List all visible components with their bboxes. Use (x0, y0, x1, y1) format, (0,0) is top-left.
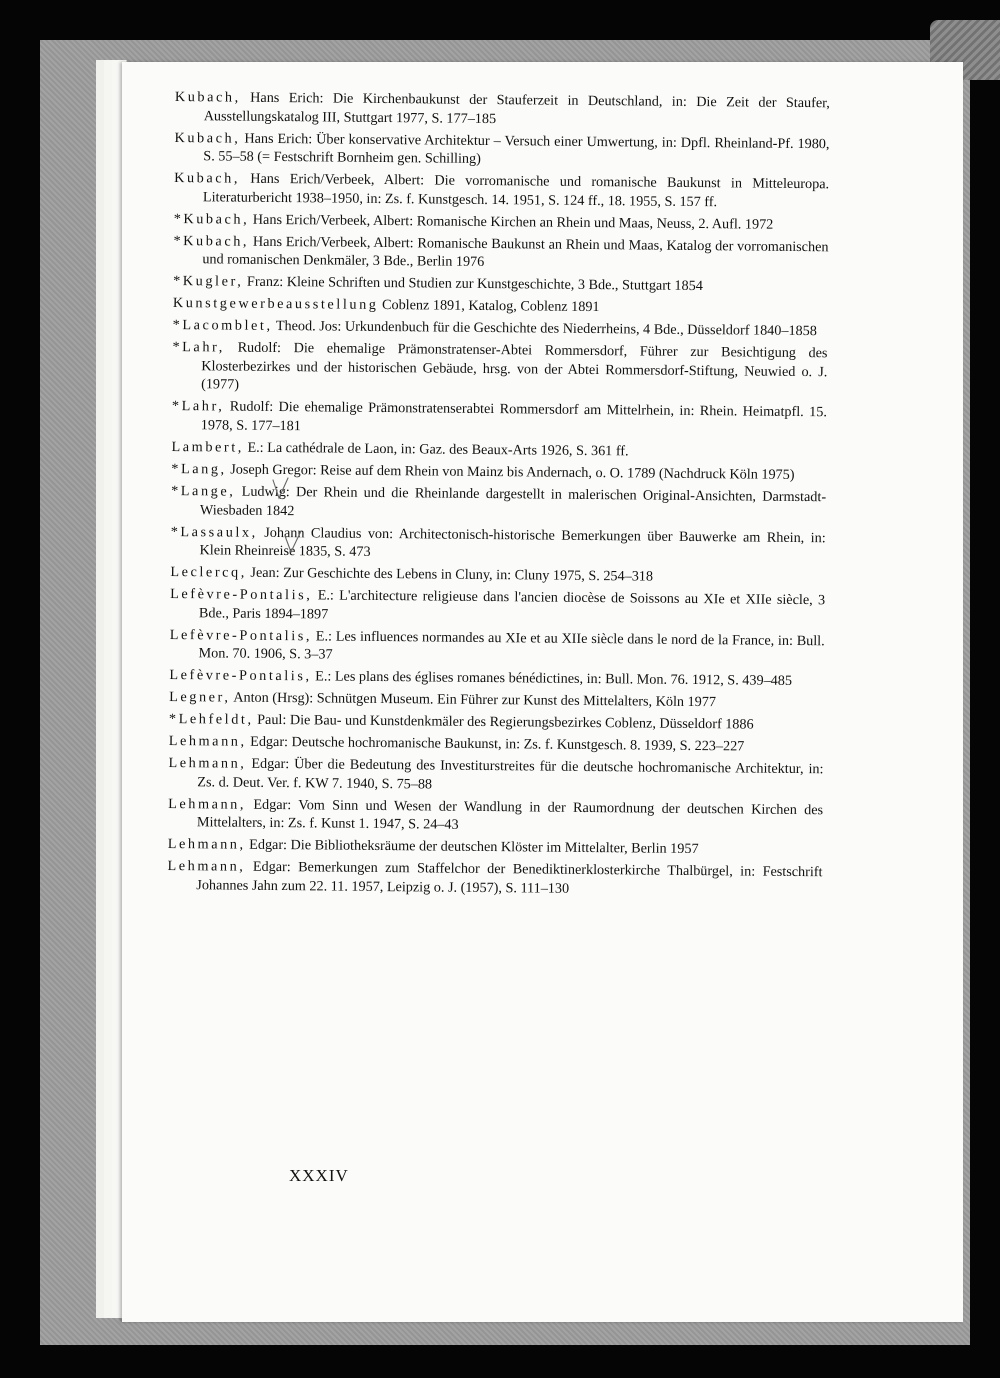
handwritten-check-mark (270, 476, 292, 502)
entry-text: Hans Erich/Verbeek, Albert: Die vorromanische und romanische Baukunst in Mitteleuropa. Literaturbericht 1938–1950, in: Zs. f. Kunstgesch. 14. 1951, S. 124 ff., 18. 1955, S. 157 ff. (202, 170, 830, 210)
entry-text: Rudolf: Die ehemalige Prämonstratenserabtei Rommersdorf am Mittelrhein, in: Rhein. Heimatpfl. 15. 1978, S. 177–181 (200, 398, 827, 435)
entry-author: *Lehfeldt, (168, 711, 254, 729)
entry-text: Ludwig: Der Rhein und die Rheinlande dargestellt in malerischen Original-Ansichten, Darmstadt-Wiesbaden 1842 (199, 483, 827, 519)
entry-author: Kubach, (174, 129, 241, 147)
entry-author: Legner, (169, 689, 231, 706)
entry-text: Theod. Jos: Urkundenbuch für die Geschichte des Niederrheins, 4 Bde., Düsseldorf 1840–1858 (272, 318, 817, 340)
entry-text: Edgar: Deutsche hochromanische Baukunst, in: Zs. f. Kunstgesch. 8. 1939, S. 223–227 (246, 733, 745, 755)
entry-text: Rudolf: Die ehemalige Prämonstratenser-Abtei Rommersdorf, Führer zur Besichtigung des Klosterbezirkes und der historischen Gebäude, hrsg. von der Abtei Rommersdorf-Stiftung, Neuwied o. J. (1977) (201, 339, 828, 394)
entry-author: Lefèvre-Pontalis, (170, 586, 313, 604)
bibliography-entry (173, 272, 828, 297)
entry-text: Edgar: Über die Bedeutung des Investiturstreites für die deutsche hochromanische Architektur, in: Zs. d. Deut. Ver. f. KW 7. 1940, S. 75–88 (197, 755, 824, 793)
entry-author: *Lacomblet, (172, 317, 273, 335)
entry-text: Hans Erich/Verbeek, Albert: Romanische Kirchen an Rhein und Maas, Neuss, 2. Aufl. 1972 (249, 211, 774, 233)
entry-author: *Kubach, (173, 232, 250, 250)
entry-text: Edgar: Bemerkungen zum Staffelchor der Benediktinerklosterkirche Thalbürgel, in: Festschrift Johannes Jahn zum 22. 11. 1957, Leipzig o. J. (1957), S. 111–130 (196, 859, 823, 897)
entry-author: Kubach, (174, 88, 241, 106)
bibliography-entry (172, 397, 827, 440)
entry-text: Joseph Gregor: Reise auf dem Rhein von Mainz bis Andernach, o. O. 1789 (Nachdruck Köln 1975) (226, 461, 795, 483)
entry-author: Lehmann, (168, 755, 247, 772)
entry-author: *Kubach, (173, 210, 250, 228)
bibliography-entry (168, 795, 823, 838)
bibliography-entry (175, 88, 830, 131)
bibliography-entry (174, 169, 829, 212)
bibliography-entry (168, 754, 823, 797)
bibliography-entry (169, 688, 824, 713)
entry-author: *Kugler, (173, 273, 244, 290)
entry-author: Lefèvre-Pontalis, (169, 667, 312, 685)
bibliography-entry (170, 523, 825, 566)
entry-author: Lehmann, (168, 733, 247, 750)
entry-text: Hans Erich/Verbeek, Albert: Romanische Baukunst an Rhein und Maas, Katalog der vorromanischen und romanischen Denkmäler, 3 Bde., Berlin 1976 (202, 233, 829, 271)
entry-author: *Lahr, (171, 398, 225, 415)
entry-author: Kunstgewerbeausstellung (172, 295, 379, 314)
bibliography-entry (169, 666, 824, 691)
bibliography-entry (167, 857, 822, 900)
entry-author: *Lange, (171, 482, 236, 500)
bibliography-entry (174, 129, 829, 172)
bibliography-entry (169, 710, 824, 735)
bibliography-entry (173, 316, 828, 341)
entry-text: Paul: Die Bau- und Kunstdenkmäler des Regierungsbezirkes Coblenz, Düsseldorf 1886 (253, 712, 754, 733)
bibliography-entry (173, 294, 828, 319)
entry-author: *Lahr, (172, 339, 226, 356)
handwritten-check-mark (282, 530, 304, 556)
bibliography-entry (173, 232, 828, 275)
entry-text: E.: La cathédrale de Laon, in: Gaz. des Beaux-Arts 1926, S. 361 ff. (243, 439, 629, 460)
entry-author: Lehmann, (167, 858, 246, 876)
entry-author: *Lassaulx, (170, 523, 258, 541)
entry-text: Johann Claudius von: Architectonisch-historische Bemerkungen über Bauwerke am Rhein, in: Klein Rheinreise 1835, S. 473 (199, 524, 826, 561)
bibliography-entry (170, 563, 825, 588)
entry-author: Lambert, (171, 438, 245, 456)
entry-text: Franz: Kleine Schriften und Studien zur Kunstgeschichte, 3 Bde., Stuttgart 1854 (243, 273, 703, 295)
entry-text: Hans Erich: Über konservative Architektur – Versuch einer Umwertung, in: Dpfl. Rheinland-Pf. 1980, S. 55–58 (= Festschrift Bornheim gen. Schilling) (203, 130, 830, 168)
entry-author: *Lang, (171, 460, 227, 478)
entry-text: E.: Les influences normandes au XIe et au XIIe siècle dans le nord de la France, in: Bull. Mon. 70. 1906, S. 3–37 (198, 628, 825, 663)
bibliography-entry (168, 835, 823, 860)
entry-text: Edgar: Vom Sinn und Wesen der Wandlung in der Raumordnung der deutschen Kirchen des Mittelalters, in: Zs. f. Kunst 1. 1947, S. 24–43 (196, 796, 824, 834)
bibliography-entry (170, 585, 825, 628)
bibliography-entry (171, 438, 826, 463)
entry-author: Kubach, (174, 170, 241, 187)
entry-text: Jean: Zur Geschichte des Lebens in Cluny, in: Cluny 1975, S. 254–318 (246, 564, 654, 585)
entry-author: Leclercq, (170, 564, 247, 581)
entry-text: E.: L'architecture religieuse dans l'ancien diocèse de Soissons au XIe et XIIe siècle, 3 Bde., Paris 1894–1897 (198, 587, 826, 623)
entry-text: Coblenz 1891, Katalog, Coblenz 1891 (378, 297, 600, 316)
page-number: XXXIV (289, 1166, 349, 1185)
bibliography-entry (169, 626, 824, 669)
entry-text: E.: Les plans des églises romanes bénédictines, in: Bull. Mon. 76. 1912, S. 439–485 (311, 668, 793, 690)
bibliography-entry (169, 732, 824, 757)
bibliography-list (167, 88, 830, 904)
entry-text: Anton (Hrsg): Schnütgen Museum. Ein Führer zur Kunst des Mittelalters, Köln 1977 (230, 689, 717, 711)
bibliography-entry (174, 210, 829, 235)
entry-author: Lehmann, (167, 836, 246, 854)
entry-text: Hans Erich: Die Kirchenbaukunst der Stauferzeit in Deutschland, in: Die Zeit der Staufer, Ausstellungskatalog III, Stuttgart 1977, S. 177–185 (203, 89, 830, 127)
entry-author: Lehmann, (168, 795, 247, 813)
bibliography-entry (172, 338, 828, 400)
entry-text: Edgar: Die Bibliotheksräume der deutschen Klöster im Mittelalter, Berlin 1957 (245, 837, 699, 858)
entry-author: Lefèvre-Pontalis, (169, 626, 313, 645)
